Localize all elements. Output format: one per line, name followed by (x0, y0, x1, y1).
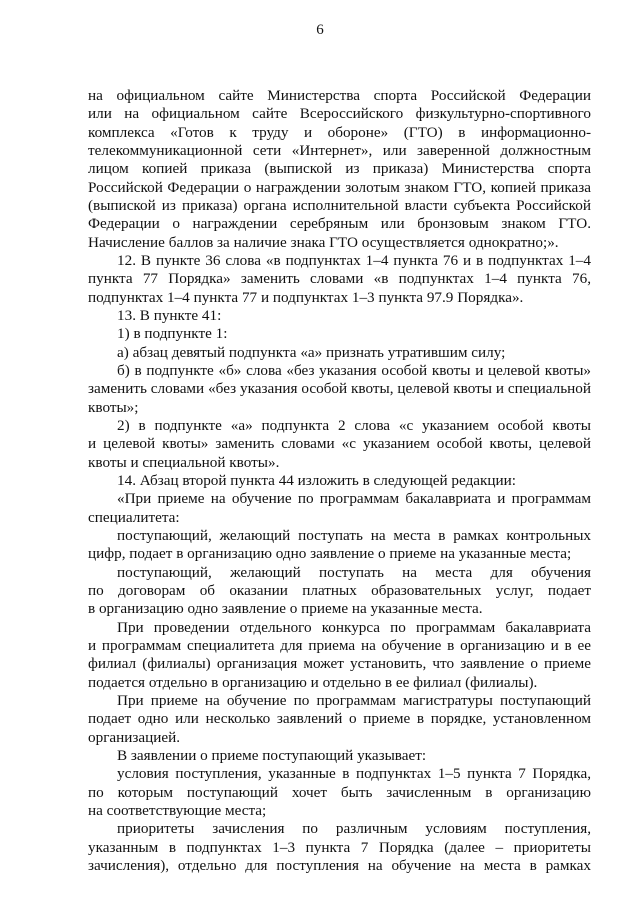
text-line: пункта 77 Порядка» заменить словами «в подпунктах 1–4 пункта 76, (88, 270, 591, 287)
text-line: заменить словами «без указания особой квоты, целевой квоты и специальной (88, 380, 591, 397)
text-line: б) в подпункте «б» слова «без указания особой квоты и целевой квоты» (117, 362, 591, 379)
text-line: При проведении отдельного конкурса по программам бакалавриата (117, 619, 591, 636)
text-line: подается отдельно в организацию и отдельно в ее филиал (филиалы). (88, 674, 538, 691)
text-line: и программам специалитета для приема на обучение в организацию и в ее (88, 637, 591, 654)
text-line: и целевой квоты» заменить словами «с указанием особой квоты, целевой (88, 435, 591, 452)
page-number: 6 (316, 22, 324, 38)
text-line: зачисления), отдельно для поступления на обучение на места в рамках (88, 857, 591, 874)
text-line: поступающий, желающий поступать на места в рамках контрольных (117, 527, 591, 544)
text-line: поступающий, желающий поступать на места для обучения (117, 564, 591, 581)
text-line: по договорам об оказании платных образовательных услуг, подает (88, 582, 591, 599)
text-line: 1) в подпункте 1: (117, 325, 228, 342)
text-line: 13. В пункте 41: (117, 307, 222, 324)
text-line: условия поступления, указанные в подпунктах 1–5 пункта 7 Порядка, (117, 765, 591, 782)
text-line: подает одно или несколько заявлений о приеме в порядке, установленном (88, 710, 591, 727)
text-line: При приеме на обучение по программам магистратуры поступающий (117, 692, 591, 709)
text-line: Федерации о награждении серебряным или бронзовым знаком ГТО. (88, 215, 591, 232)
text-line: Российской Федерации о награждении золотым знаком ГТО, копией приказа (88, 179, 591, 196)
text-line: лицом копией приказа (выпиской из приказа) Министерства спорта (88, 160, 591, 177)
text-line: на соответствующие места; (88, 802, 267, 819)
text-line: в организацию одно заявление о приеме на указанные места. (88, 600, 483, 617)
text-line: организацией. (88, 729, 181, 746)
text-line: квоты и специальной квоты». (88, 454, 280, 471)
text-line: квоты»; (88, 399, 139, 416)
text-line: В заявлении о приеме поступающий указывает: (117, 747, 427, 764)
text-line: на официальном сайте Министерства спорта Российской Федерации (88, 87, 591, 104)
text-line: а) абзац девятый подпункта «а» признать утратившим силу; (117, 344, 506, 361)
text-line: 14. Абзац второй пункта 44 изложить в следующей редакции: (117, 472, 517, 489)
text-line: 2) в подпункте «а» подпункта 2 слова «с указанием особой квоты (117, 417, 591, 434)
text-line: цифр, подает в организацию одно заявление о приеме на указанные места; (88, 545, 572, 562)
text-line: «При приеме на обучение по программам бакалавриата и программам (117, 490, 591, 507)
text-line: по которым поступающий хочет быть зачисленным в организацию (88, 784, 591, 801)
text-line: комплекса «Готов к труду и обороне» (ГТО) в информационно- (88, 124, 591, 141)
text-line: или на официальном сайте Всероссийского физкультурно-спортивного (88, 105, 591, 122)
text-line: подпунктах 1–4 пункта 77 и подпунктах 1–3 пункта 97.9 Порядка». (88, 289, 524, 306)
text-line: телекоммуникационной сети «Интернет», или заверенной должностным (88, 142, 591, 159)
text-line: указанным в подпунктах 1–3 пункта 7 Порядка (далее – приоритеты (88, 839, 591, 856)
text-line: (выпиской из приказа) органа исполнительной власти субъекта Российской (88, 197, 591, 214)
text-line: филиал (филиалы) организация может установить, что заявление о приеме (88, 655, 591, 672)
text-line: Начисление баллов за наличие знака ГТО осуществляется однократно;». (88, 234, 559, 251)
text-line: приоритеты зачисления по различным условиям поступления, (117, 820, 591, 837)
text-line: специалитета: (88, 509, 180, 526)
text-line: 12. В пункте 36 слова «в подпунктах 1–4 пункта 76 и в подпунктах 1–4 (117, 252, 591, 269)
